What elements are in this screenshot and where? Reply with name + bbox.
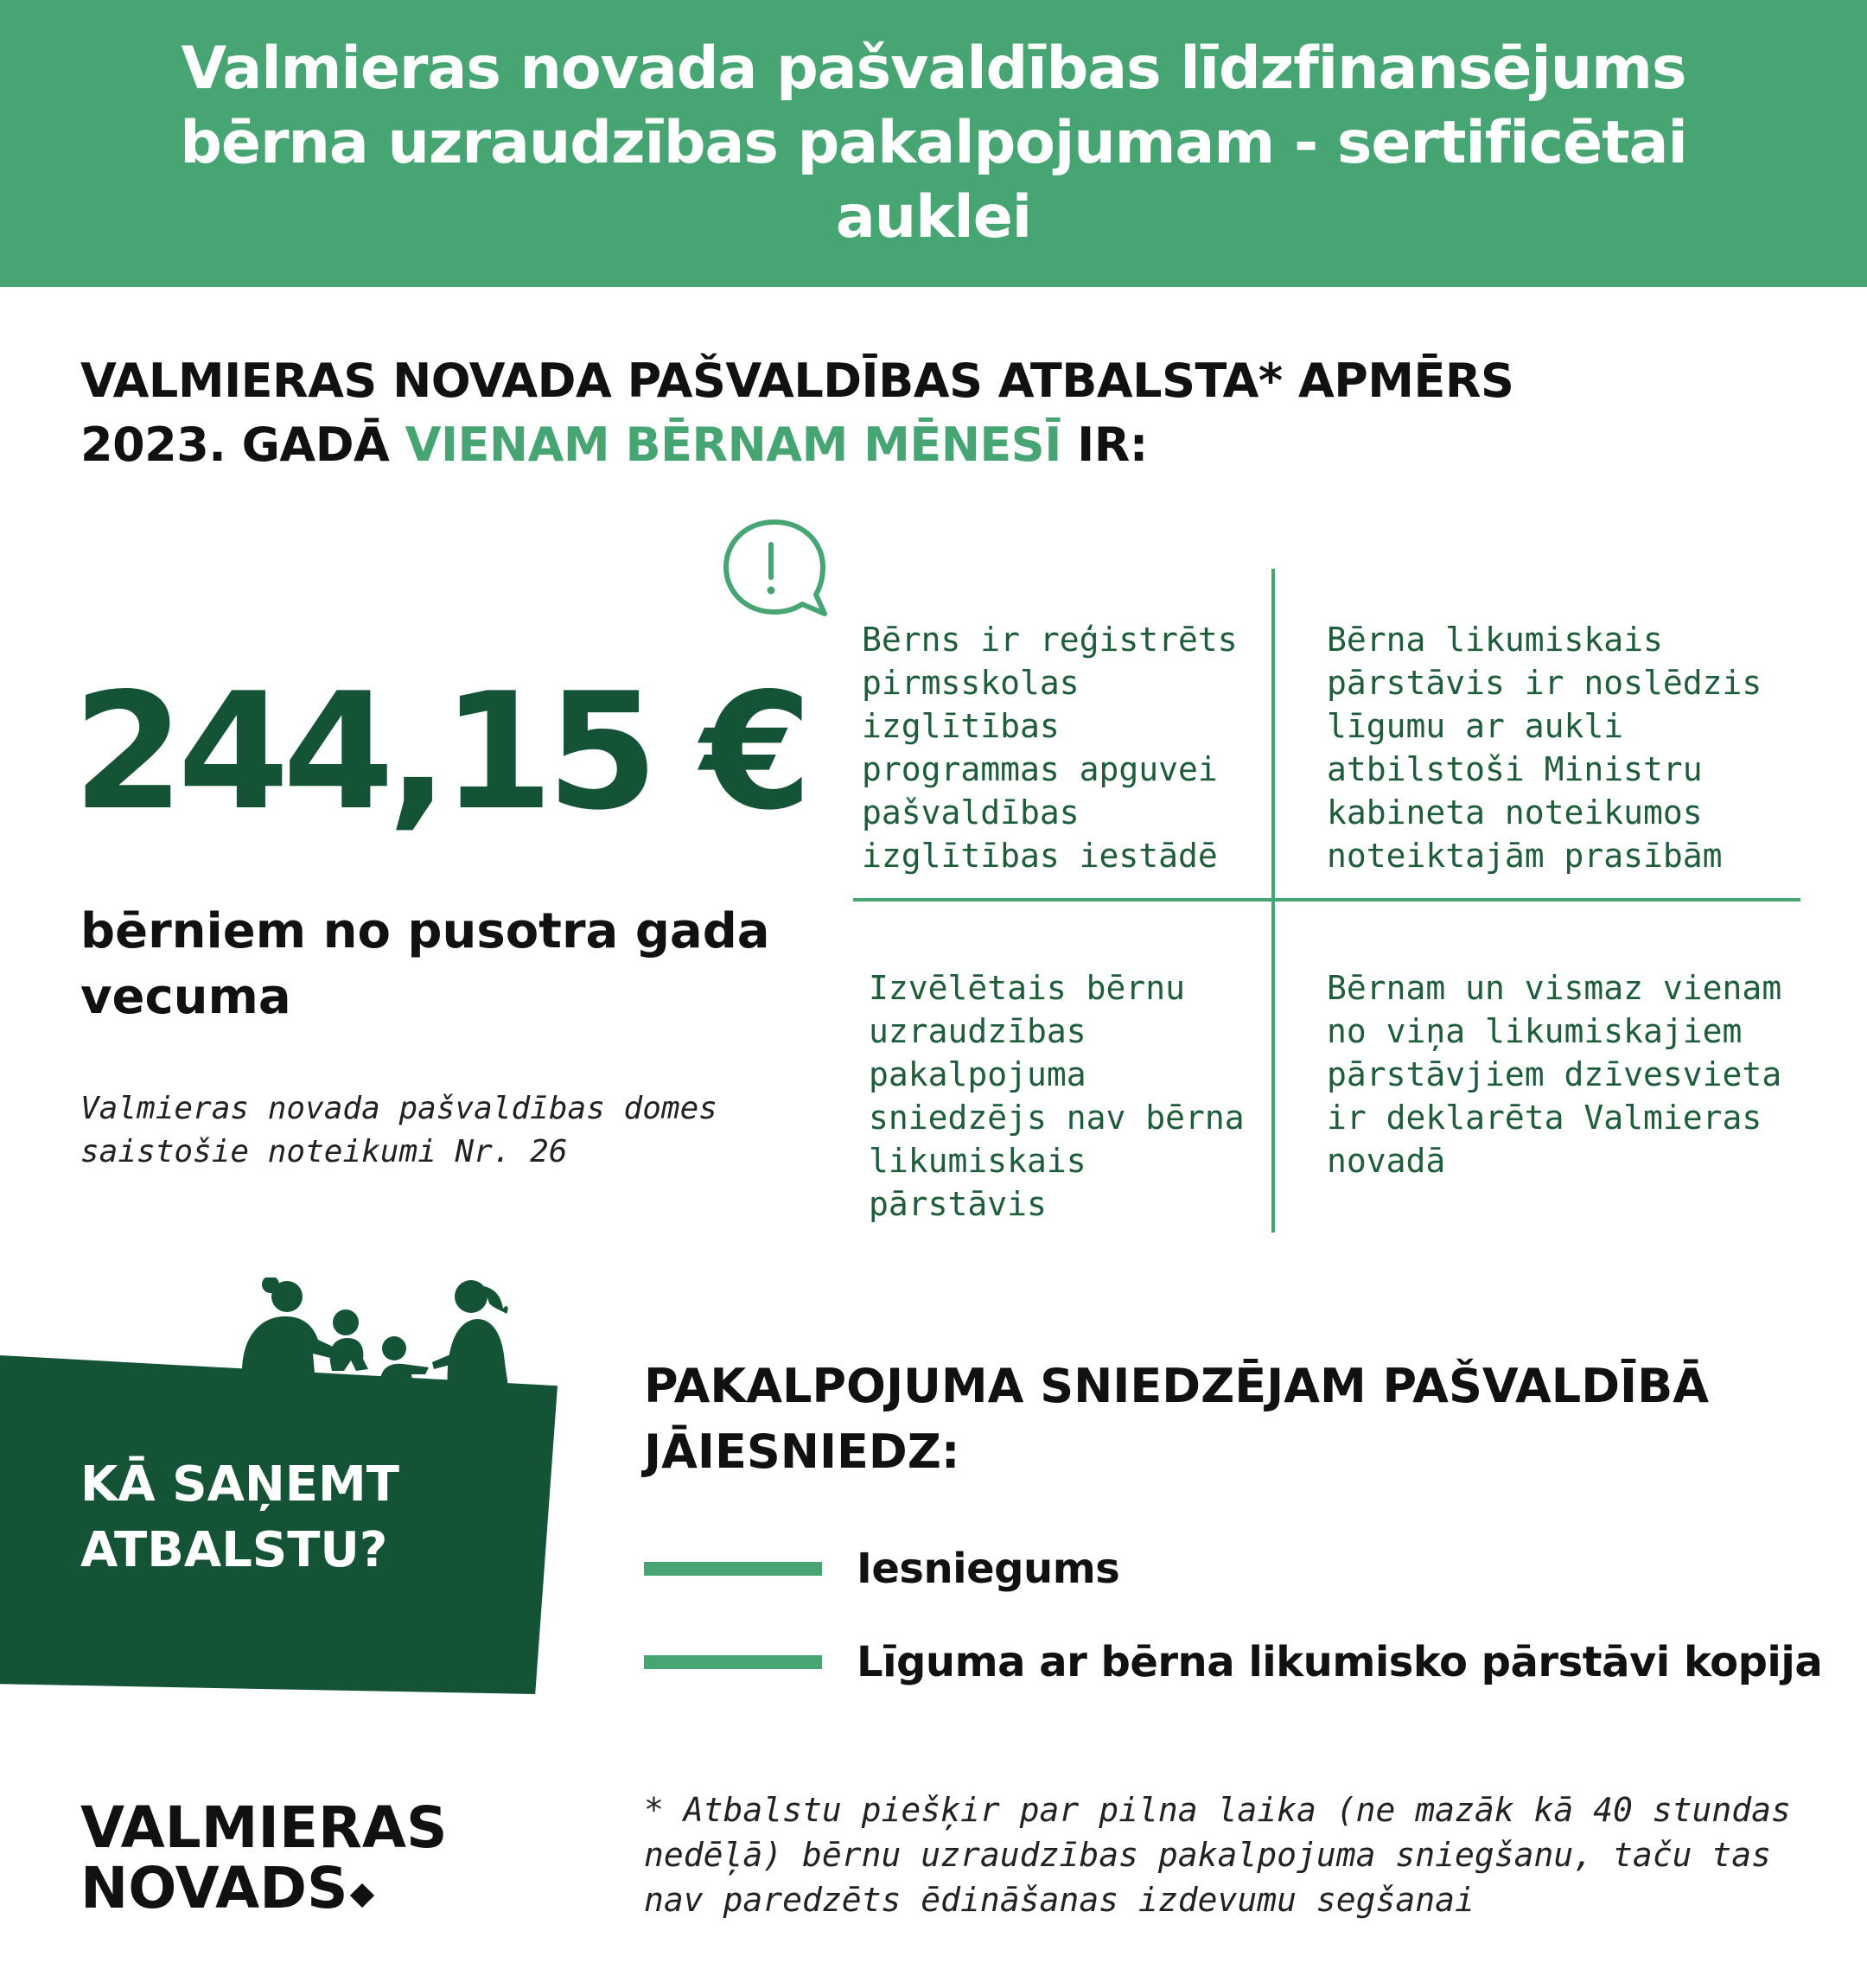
support-amount: 244,15 € bbox=[73, 658, 806, 845]
document-item bbox=[644, 1632, 1822, 1692]
criterion-preschool-registration: Bērns ir reģistrēts pirmsskolas izglītības programmas apguvei pašvaldības izglītības iestādē bbox=[862, 621, 1238, 875]
criterion-declared-residence: Bērnam un vismaz vienam no viņa likumiskajiem pārstāvjiem dzīvesvieta ir deklarēta Valmieras novadā bbox=[1327, 969, 1782, 1180]
dash-bullet-icon bbox=[644, 1655, 822, 1669]
document-label: Līguma ar bērna likumisko pārstāvi kopija bbox=[857, 1638, 1823, 1686]
support-heading-main: VALMIERAS NOVADA PAŠVALDĪBAS ATBALSTA* APMĒRS 2023. GADĀ bbox=[80, 354, 1514, 472]
page-title: Valmieras novada pašvaldības līdzfinansējums bērna uzraudzības pakalpojumam - sertificētai auklei bbox=[180, 35, 1687, 252]
how-to-title: KĀ SAŅEMT ATBALSTU? bbox=[80, 1456, 399, 1578]
alert-speech-bubble-icon bbox=[719, 515, 830, 626]
brand-line-1: VALMIERAS bbox=[80, 1794, 448, 1861]
age-group: bērniem no pusotra gada vecuma bbox=[80, 903, 770, 1025]
regulation-reference: Valmieras novada pašvaldības domes saistošie noteikumi Nr. 26 bbox=[80, 1091, 717, 1169]
support-heading bbox=[80, 349, 1636, 477]
brand-line-2: NOVADS bbox=[80, 1855, 348, 1921]
header-banner bbox=[0, 0, 1867, 287]
submission-title: PAKALPOJUMA SNIEDZĒJAM PAŠVALDĪBĀ JĀIESNIEDZ: bbox=[644, 1359, 1710, 1479]
footnote: * Atbalstu piešķir par pilna laika (ne mazāk kā 40 stundas nedēļā) bērnu uzraudzības pakalpojuma sniegšanu, taču tas nav paredzēts ēdināšanas izdevumu segšanai bbox=[644, 1791, 1791, 1919]
criterion-nanny-contract: Bērna likumiskais pārstāvis ir noslēdzis līgumu ar aukli atbilstoši Ministru kabineta noteikumos noteiktajām prasībām bbox=[1327, 621, 1762, 875]
diamond-dot-icon bbox=[349, 1883, 373, 1908]
brand-logo bbox=[80, 1794, 448, 1921]
document-label: Iesniegums bbox=[857, 1545, 1120, 1593]
criteria-divider-horizontal bbox=[853, 898, 1800, 902]
document-item bbox=[644, 1539, 1119, 1599]
family-childcare-icon bbox=[233, 1278, 536, 1399]
criterion-provider-not-guardian: Izvēlētais bērnu uzraudzības pakalpojuma sniedzējs nav bērna likumiskais pārstāvis bbox=[869, 969, 1245, 1223]
dash-bullet-icon bbox=[644, 1562, 822, 1576]
support-heading-end: IR: bbox=[1077, 417, 1148, 472]
support-heading-accent: VIENAM BĒRNAM MĒNESĪ bbox=[405, 417, 1061, 472]
